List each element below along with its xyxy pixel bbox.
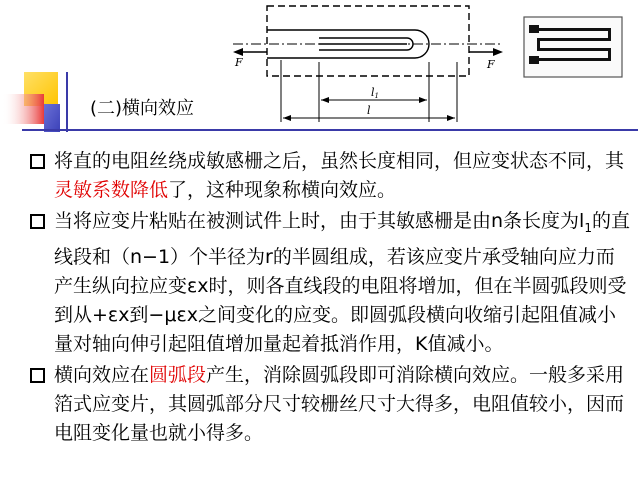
dim-label-inner: l	[371, 86, 375, 99]
square-bullet-icon	[30, 154, 45, 169]
substrate-outline	[267, 6, 469, 76]
bullet-list	[28, 147, 633, 450]
dim-label-outer: l	[367, 104, 371, 117]
section-title: (二)横向效应	[90, 98, 195, 119]
square-bullet-icon	[30, 368, 45, 383]
strain-gauge-diagram	[225, 0, 505, 125]
bullet-item: 将直的电阻丝绕成敏感栅之后，虽然长度相同，但应变状态不同，其灵敏系数降低了，这种现象称横向效应。	[28, 147, 633, 205]
corner-decoration	[0, 0, 90, 140]
force-label-left: F	[235, 56, 243, 69]
bullet-item: 当将应变片粘贴在被测试件上时，由于其敏感栅是由n条长度为$l_1$的直线段和（n−1）个半径为r的半圆组成，若该应变片承受轴向应力而产生纵向拉应变εx时，则各直线段的电阻将增加，但在半圆弧段则受到从+εx到−μεx之间变化的应变。即圆弧段横向收缩引起阻值减小量对轴向伸引起阻值增加量起着抵消作用，K值减小。	[28, 207, 633, 359]
foil-gauge-image	[523, 16, 623, 78]
highlight-text: 灵敏系数降低	[54, 179, 169, 201]
bullet-item: 横向效应在圆弧段产生，消除圆弧段即可消除横向效应。一般多采用箔式应变片，其圆弧部分尺寸较栅丝尺寸大得多，电阻值较小，因而电阻变化量也就小得多。	[28, 361, 633, 448]
dim-label-inner-sub: 1	[374, 92, 379, 100]
svg-text:l1	[371, 86, 379, 100]
deco-red-square	[2, 94, 44, 124]
square-bullet-icon	[30, 214, 45, 229]
deco-blue-square	[44, 104, 60, 132]
force-label-right: F	[487, 58, 495, 71]
title-vertical-rule	[66, 72, 68, 132]
title-underline	[22, 129, 638, 131]
highlight-text: 圆弧段	[149, 363, 207, 386]
